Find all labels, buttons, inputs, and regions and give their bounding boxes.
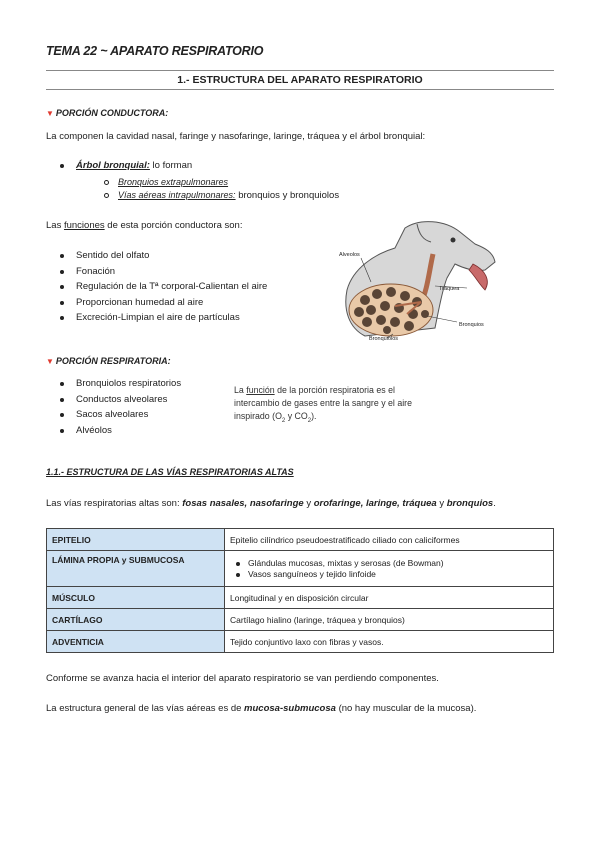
paragraph-componentes: Conforme se avanza hacia el interior del aparato respiratorio se van perdiendo componentes.: [46, 673, 439, 684]
section-title: 1.- ESTRUCTURA DEL APARATO RESPIRATORIO: [177, 74, 423, 86]
table-row: [47, 609, 554, 631]
altas-heading: 1.1.- ESTRUCTURA DE LAS VÍAS RESPIRATORIAS ALTAS: [46, 467, 294, 477]
list-item: Sentido del olfato: [54, 248, 267, 264]
label-alveolos: Alveolos: [339, 252, 360, 258]
sub1-text: Bronquios extrapulmonares: [118, 177, 229, 187]
list-item: Sacos alveolares: [54, 407, 181, 423]
table-value: Cartílago hialino (laringe, tráquea y bronquios): [225, 609, 554, 631]
note-mid: y CO: [285, 411, 308, 421]
label-traquea: Tráquea: [439, 286, 460, 292]
altas-intro: [46, 498, 496, 509]
note-word: función: [246, 385, 275, 395]
arbol-list: [54, 158, 192, 174]
list-item: Vasos sanguíneos y tejido linfoide: [230, 569, 548, 580]
page-title: TEMA 22 ~ APARATO RESPIRATORIO: [46, 44, 264, 58]
funciones-list: [54, 248, 267, 326]
list-item: Regulación de la Tª corporal-Calientan el aire: [54, 279, 267, 295]
label-bronquiolos: Bronquiolos: [369, 336, 399, 342]
list-item: Fonación: [54, 264, 267, 280]
note-end: ).: [311, 411, 317, 421]
note-post: de la porción respiratoria es el intercambio de gases entre la sangre y el aire inspirado (O: [234, 385, 412, 421]
respiratoria-heading-text: PORCIÓN RESPIRATORIA:: [55, 356, 171, 366]
list-item: Proporcionan humedad al aire: [54, 295, 267, 311]
list-item: Glándulas mucosas, mixtas y serosas (de Bowman): [230, 558, 548, 569]
respiratoria-list: [54, 376, 181, 438]
conductora-heading-text: PORCIÓN CONDUCTORA:: [55, 108, 169, 118]
structure-table: [46, 528, 554, 653]
table-value-list: [230, 558, 548, 580]
funciones-intro: [46, 220, 242, 231]
intro-bold2: orofaringe, laringe, tráquea: [313, 498, 437, 509]
table-value: Longitudinal y en disposición circular: [225, 587, 554, 609]
table-value: [225, 551, 554, 587]
func-pre: Las: [46, 220, 62, 231]
list-item: [54, 158, 192, 174]
list-item: Bronquiolos respiratorios: [54, 376, 181, 392]
sub2-label: Vías aéreas intrapulmonares:: [118, 190, 236, 200]
divider-bottom: [46, 89, 554, 90]
respiratoria-heading: [46, 356, 171, 366]
list-item: Excreción-Limpian el aire de partículas: [54, 310, 267, 326]
list-item: [100, 176, 339, 189]
note-pre: La: [234, 385, 244, 395]
triangle-down-icon: ▼: [46, 357, 54, 366]
arbol-sublist: [100, 176, 339, 202]
label-bronquios: Bronquios: [459, 322, 484, 328]
table-row: [47, 631, 554, 653]
note-co2-sub: 2: [307, 417, 312, 424]
table-label: ADVENTICIA: [47, 631, 225, 653]
sub2-text: bronquios y bronquiolos: [238, 190, 340, 201]
table-label: EPITELIO: [47, 529, 225, 551]
func-word: funciones: [63, 220, 105, 231]
intro-y1: y: [303, 498, 314, 509]
table-row: [47, 551, 554, 587]
divider-top: [46, 70, 554, 71]
table-value: Epitelio cilíndrico pseudoestratificado ciliado con caliciformes: [225, 529, 554, 551]
triangle-down-icon: ▼: [46, 109, 54, 118]
table-value: Tejido conjuntivo laxo con fibras y vasos.: [225, 631, 554, 653]
list-item: Alvéolos: [54, 423, 181, 439]
respiratoria-note: [234, 384, 434, 428]
p2-post: (no hay muscular de la mucosa).: [338, 703, 477, 714]
conductora-heading: [46, 108, 168, 118]
table-row: [47, 529, 554, 551]
table-label: CARTÍLAGO: [47, 609, 225, 631]
table-label: LÁMINA PROPIA y SUBMUCOSA: [47, 551, 225, 587]
table-row: [47, 587, 554, 609]
list-item: [100, 189, 339, 202]
intro-bold1: fosas nasales, nasofaringe: [182, 498, 304, 509]
paragraph-estructura: [46, 703, 476, 714]
dog-respiratory-illustration: [335, 218, 515, 342]
table-label: MÚSCULO: [47, 587, 225, 609]
arbol-text: lo forman: [152, 160, 193, 171]
note-o2-sub: 2: [281, 417, 286, 424]
list-item: Conductos alveolares: [54, 392, 181, 408]
arbol-label: Árbol bronquial:: [76, 160, 150, 171]
p2-bold: mucosa-submucosa: [244, 703, 336, 714]
intro-pre: Las vías respiratorias altas son:: [46, 498, 180, 509]
p2-pre: La estructura general de las vías aéreas es de: [46, 703, 242, 714]
intro-y2: y: [436, 498, 447, 509]
intro-bold3: bronquios: [446, 498, 494, 509]
conductora-intro: La componen la cavidad nasal, faringe y nasofaringe, laringe, tráquea y el árbol bronquial:: [46, 131, 426, 142]
func-post: de esta porción conductora son:: [107, 220, 243, 231]
intro-end: .: [493, 498, 496, 509]
